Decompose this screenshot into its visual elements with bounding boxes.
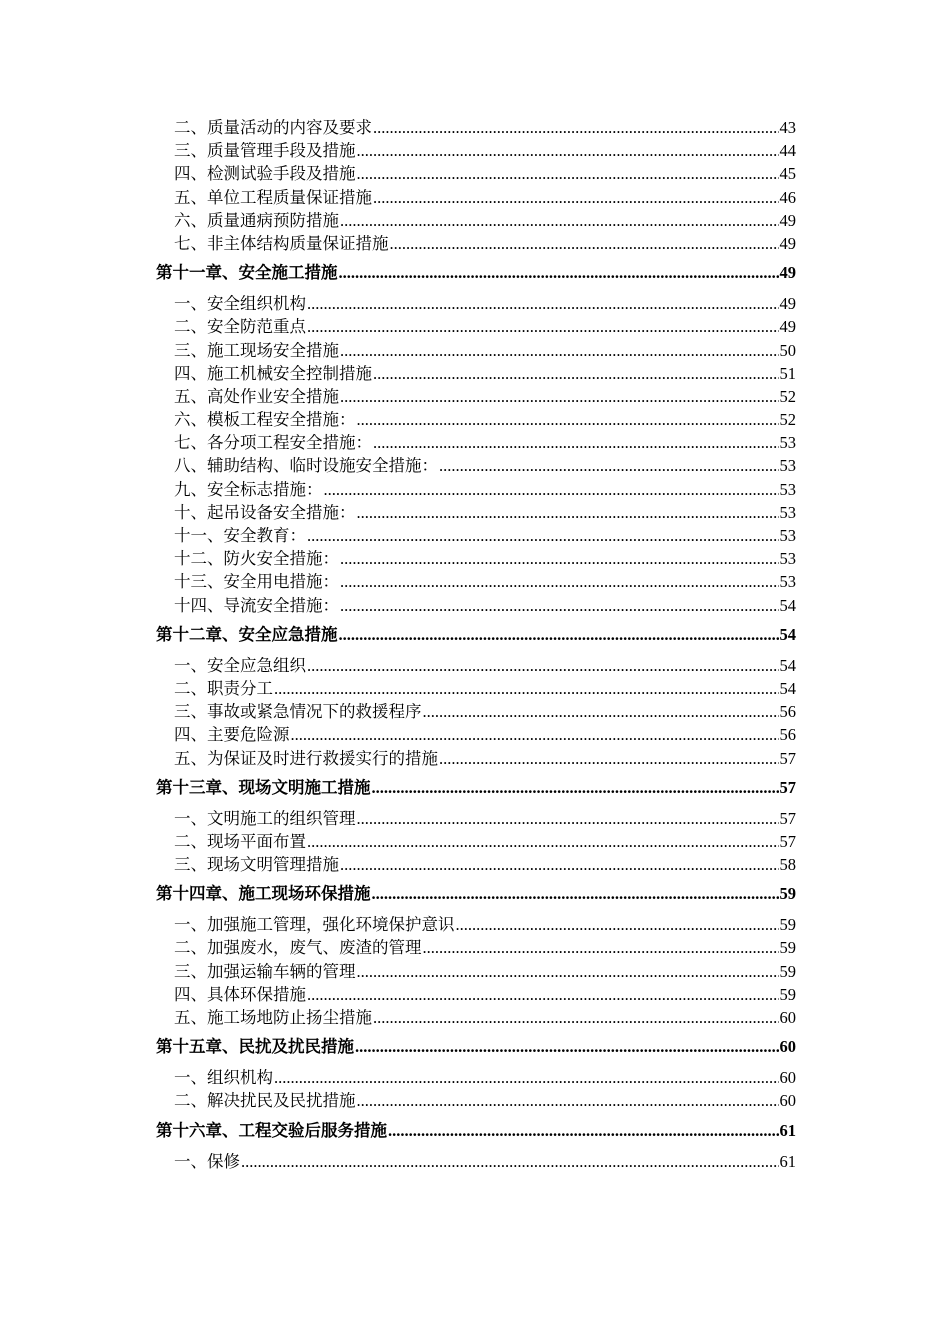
dot-leader [355, 1035, 779, 1059]
toc-entry-title: 一、安全应急组织 [174, 655, 306, 675]
toc-page-number: 49 [779, 210, 796, 230]
toc-page-number: 57 [779, 777, 796, 797]
dot-leader [307, 292, 779, 315]
toc-entry-title: 九、安全标志措施： [174, 479, 323, 499]
dot-leader [373, 186, 779, 209]
toc-entry-title: 二、质量活动的内容及要求 [174, 118, 372, 137]
toc-entry-title: 四、施工机械安全控制措施 [174, 363, 372, 383]
dot-leader [373, 431, 779, 454]
dot-leader [456, 913, 779, 936]
dot-leader [307, 654, 779, 677]
toc-section-entry[interactable] [156, 478, 796, 501]
toc-page-number: 52 [779, 410, 796, 430]
toc-page-number: 53 [779, 479, 796, 499]
toc-page-number: 60 [779, 1037, 796, 1057]
dot-leader [324, 478, 779, 501]
toc-page-number: 52 [779, 386, 796, 406]
toc-entry-title: 一、加强施工管理，强化环境保护意识 [174, 915, 455, 935]
dot-leader [340, 339, 779, 362]
dot-leader [307, 983, 779, 1006]
toc-page-number: 49 [779, 263, 796, 283]
toc-page-number: 59 [779, 938, 796, 958]
toc-page-number: 57 [779, 831, 796, 851]
dot-leader [388, 1119, 779, 1143]
toc-page-number: 49 [779, 233, 796, 253]
toc-section-entry[interactable] [156, 677, 796, 700]
dot-leader [357, 139, 779, 162]
dot-leader [373, 1006, 779, 1029]
toc-section-entry[interactable] [156, 960, 796, 983]
toc-page-number: 43 [779, 118, 796, 137]
dot-leader [423, 700, 779, 723]
dot-leader [373, 362, 779, 385]
dot-leader [340, 209, 779, 232]
toc-entry-title: 第十三章、现场文明施工措施 [156, 777, 371, 797]
toc-section-entry[interactable] [156, 807, 796, 830]
toc-section-entry[interactable] [156, 454, 796, 477]
toc-section-entry[interactable] [156, 431, 796, 454]
toc-chapter-entry[interactable] [156, 1035, 796, 1059]
toc-page-number: 45 [779, 164, 796, 184]
toc-page-number: 60 [779, 1068, 796, 1088]
toc-section-entry[interactable] [156, 292, 796, 315]
toc-entry-title: 三、质量管理手段及措施 [174, 141, 356, 161]
toc-entry-title: 第十五章、民扰及扰民措施 [156, 1037, 354, 1057]
toc-page-number: 54 [779, 678, 796, 698]
toc-page-number: 59 [779, 884, 796, 904]
toc-page-number: 51 [779, 363, 796, 383]
dot-leader [439, 454, 779, 477]
toc-entry-title: 三、施工现场安全措施 [174, 340, 339, 360]
toc-page-number: 49 [779, 294, 796, 314]
dot-leader [357, 807, 779, 830]
toc-entry-title: 四、检测试验手段及措施 [174, 164, 356, 184]
dot-leader [274, 677, 779, 700]
toc-section-entry[interactable] [156, 936, 796, 959]
toc-section-entry[interactable] [156, 315, 796, 338]
toc-entry-title: 三、现场文明管理措施 [174, 855, 339, 875]
toc-entry-title: 二、安全防范重点 [174, 317, 306, 337]
toc-entry-title: 二、现场平面布置 [174, 831, 306, 851]
toc-section-entry[interactable] [156, 339, 796, 362]
toc-section-entry[interactable] [156, 1066, 796, 1089]
dot-leader [390, 232, 779, 255]
toc-entry-title: 二、职责分工 [174, 678, 273, 698]
toc-entry-title: 七、各分项工程安全措施： [174, 433, 372, 453]
toc-section-entry[interactable] [156, 594, 796, 617]
toc-page-number: 61 [779, 1120, 796, 1140]
toc-entry-title: 二、解决扰民及民扰措施 [174, 1091, 356, 1111]
toc-page-number: 57 [779, 748, 796, 768]
dot-leader [372, 776, 779, 800]
toc-page-number: 44 [779, 141, 796, 161]
toc-entry-title: 十二、防火安全措施： [174, 549, 339, 569]
toc-section-entry[interactable] [156, 983, 796, 1006]
toc-entry-title: 二、加强废水，废气、废渣的管理 [174, 938, 422, 958]
dot-leader [340, 385, 779, 408]
dot-leader [357, 960, 779, 983]
toc-entry-title: 一、文明施工的组织管理 [174, 808, 356, 828]
toc-page-number: 49 [779, 317, 796, 337]
toc-page-number: 53 [779, 433, 796, 453]
dot-leader [307, 830, 779, 853]
toc-entry-title: 十四、导流安全措施： [174, 595, 339, 615]
dot-leader [307, 315, 779, 338]
toc-entry-title: 三、加强运输车辆的管理 [174, 961, 356, 981]
toc-section-entry[interactable] [156, 139, 796, 162]
toc-entry-title: 七、非主体结构质量保证措施 [174, 233, 389, 253]
toc-section-entry[interactable] [156, 1150, 796, 1173]
toc-entry-title: 五、高处作业安全措施 [174, 386, 339, 406]
toc-entry-title: 第十一章、安全施工措施 [156, 263, 338, 283]
toc-section-entry[interactable] [156, 654, 796, 677]
toc-section-entry[interactable] [156, 913, 796, 936]
toc-entry-title: 第十四章、施工现场环保措施 [156, 884, 371, 904]
toc-entry-title: 第十六章、工程交验后服务措施 [156, 1120, 387, 1140]
toc-section-entry[interactable] [156, 1089, 796, 1112]
toc-section-entry[interactable] [156, 501, 796, 524]
toc-entry-title: 五、单位工程质量保证措施 [174, 187, 372, 207]
toc-page-number: 60 [779, 1091, 796, 1111]
dot-leader [340, 547, 779, 570]
toc-entry-title: 十三、安全用电措施： [174, 572, 339, 592]
dot-leader [357, 408, 779, 431]
toc-entry-title: 六、质量通病预防措施 [174, 210, 339, 230]
toc-chapter-entry[interactable] [156, 1119, 796, 1143]
toc-chapter-entry[interactable] [156, 261, 796, 285]
toc-page-number: 54 [779, 595, 796, 615]
toc-section-entry[interactable] [156, 362, 796, 385]
dot-leader [340, 594, 779, 617]
toc-entry-title: 一、安全组织机构 [174, 294, 306, 314]
dot-leader [372, 882, 779, 906]
toc-section-entry[interactable] [156, 830, 796, 853]
toc-section-entry[interactable] [156, 547, 796, 570]
toc-entry-title: 五、为保证及时进行救援实行的措施 [174, 748, 438, 768]
toc-section-entry[interactable] [156, 209, 796, 232]
dot-leader [307, 524, 779, 547]
toc-entry-title: 三、事故或紧急情况下的救援程序 [174, 702, 422, 722]
toc-section-entry[interactable] [156, 524, 796, 547]
toc-chapter-entry[interactable] [156, 882, 796, 906]
toc-section-entry[interactable] [156, 700, 796, 723]
toc-section-entry[interactable] [156, 723, 796, 746]
table-of-contents [156, 116, 796, 1173]
toc-page-number: 59 [779, 961, 796, 981]
toc-page-number: 56 [779, 702, 796, 722]
toc-entry-title: 八、辅助结构、临时设施安全措施： [174, 456, 438, 476]
toc-page-number: 60 [779, 1008, 796, 1027]
toc-section-entry[interactable] [156, 1006, 796, 1029]
toc-page-number: 46 [779, 187, 796, 207]
dot-leader [357, 1089, 779, 1112]
toc-section-entry[interactable] [156, 162, 796, 185]
toc-page-number: 53 [779, 549, 796, 569]
toc-page-number: 53 [779, 572, 796, 592]
toc-page-number: 53 [779, 526, 796, 545]
toc-page-number: 59 [779, 915, 796, 935]
dot-leader [357, 501, 779, 524]
toc-page-number: 57 [779, 808, 796, 828]
dot-leader [439, 747, 779, 770]
toc-page-number: 50 [779, 340, 796, 360]
toc-page-number: 53 [779, 502, 796, 522]
toc-section-entry[interactable] [156, 232, 796, 255]
dot-leader [357, 162, 779, 185]
toc-page-number: 54 [779, 624, 796, 644]
toc-chapter-entry[interactable] [156, 623, 796, 647]
toc-section-entry[interactable] [156, 186, 796, 209]
toc-entry-title: 五、施工场地防止扬尘措施 [174, 1008, 372, 1027]
toc-page-number: 59 [779, 984, 796, 1004]
toc-entry-title: 六、模板工程安全措施： [174, 410, 356, 430]
toc-page-number: 61 [779, 1151, 796, 1171]
toc-section-entry[interactable] [156, 385, 796, 408]
toc-page-number: 54 [779, 655, 796, 675]
toc-entry-title: 一、保修 [174, 1151, 240, 1171]
toc-section-entry[interactable] [156, 570, 796, 593]
toc-page-number: 56 [779, 725, 796, 745]
dot-leader [339, 623, 779, 647]
toc-entry-title: 十、起吊设备安全措施： [174, 502, 356, 522]
dot-leader [423, 936, 779, 959]
toc-entry-title: 四、主要危险源 [174, 725, 290, 745]
dot-leader [340, 853, 779, 876]
dot-leader [339, 261, 779, 285]
dot-leader [291, 723, 779, 746]
dot-leader [373, 116, 779, 139]
toc-section-entry[interactable] [156, 853, 796, 876]
toc-section-entry[interactable] [156, 408, 796, 431]
toc-page-number: 53 [779, 456, 796, 476]
toc-section-entry[interactable] [156, 116, 796, 139]
toc-entry-title: 十一、安全教育： [174, 526, 306, 545]
toc-entry-title: 一、组织机构 [174, 1068, 273, 1088]
toc-entry-title: 第十二章、安全应急措施 [156, 624, 338, 644]
toc-chapter-entry[interactable] [156, 776, 796, 800]
dot-leader [274, 1066, 779, 1089]
toc-entry-title: 四、具体环保措施 [174, 984, 306, 1004]
dot-leader [241, 1150, 779, 1173]
toc-page-number: 58 [779, 855, 796, 875]
dot-leader [340, 570, 779, 593]
toc-section-entry[interactable] [156, 747, 796, 770]
